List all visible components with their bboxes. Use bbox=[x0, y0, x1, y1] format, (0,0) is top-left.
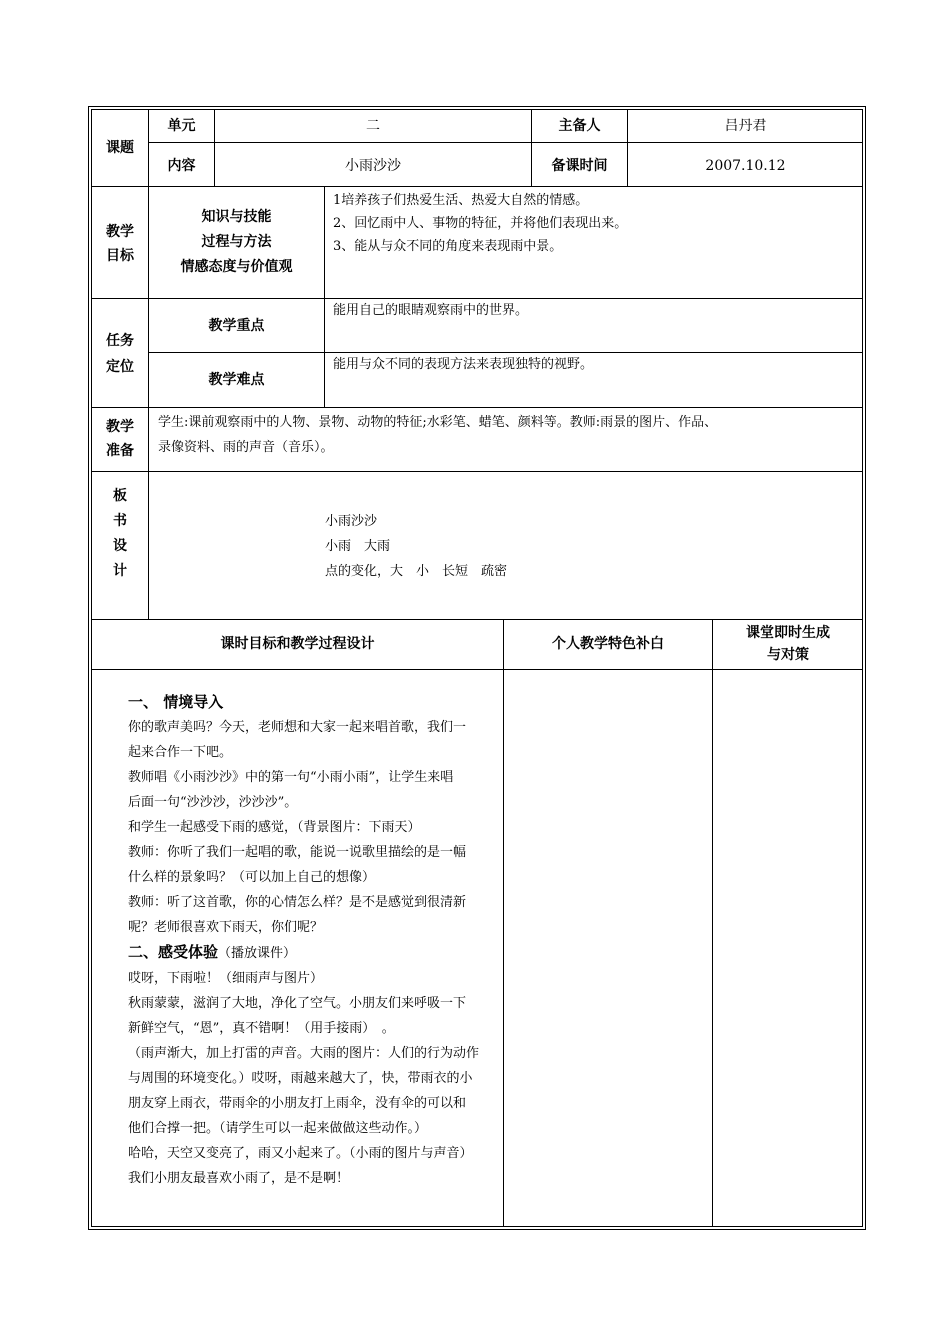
process-line: 与周围的环境变化。）哎呀，雨越来越大了，快，带雨衣的小 bbox=[128, 1071, 473, 1086]
prep-line: 录像资料、雨的声音（音乐）。 bbox=[158, 440, 334, 455]
process-line: 后面一句“沙沙沙，沙沙沙”。 bbox=[128, 795, 298, 810]
goal-item: 1培养孩子们热爱生活、热爱大自然的情感。 bbox=[333, 193, 589, 208]
header-line: 课堂即时生成 bbox=[746, 625, 830, 641]
section-title-text: 二、感受体验 bbox=[128, 943, 219, 961]
teaching-difficulty-value: 能用与众不同的表现方法来表现独特的视野。 bbox=[333, 357, 594, 372]
prep-line: 学生:课前观察雨中的人物、景物、动物的特征;水彩笔、蜡笔、颜料等。教师:雨景的图片、作品、 bbox=[158, 415, 718, 430]
prep-label bbox=[92, 415, 148, 463]
process-line: 什么样的景象吗？（可以加上自己的想像） bbox=[128, 870, 376, 885]
board-line: 点的变化，大 小 长短 疏密 bbox=[325, 564, 508, 579]
lead-teacher-label: 主备人 bbox=[558, 118, 601, 134]
prep-materials bbox=[158, 410, 717, 460]
process-line: 新鲜空气，“恩”，真不错啊！（用手接雨） 。 bbox=[128, 1021, 395, 1036]
unit-value: 二 bbox=[366, 118, 380, 134]
unit-label: 单元 bbox=[167, 118, 196, 134]
process-line: 哈哈，天空又变亮了，雨又小起来了。（小雨的图片与声音） bbox=[128, 1146, 473, 1161]
goal-category: 过程与方法 bbox=[201, 234, 272, 250]
goal-item: 3、能从与众不同的角度来表现雨中景。 bbox=[333, 239, 563, 254]
process-line: 秋雨蒙蒙，滋润了大地，净化了空气。小朋友们来呼吸一下 bbox=[128, 996, 467, 1011]
process-line: 他们合撑一把。（请学生可以一起来做做这些动作。） bbox=[128, 1121, 428, 1136]
section-title: 一、 情境导入 bbox=[128, 693, 224, 711]
content-label: 内容 bbox=[167, 158, 196, 174]
course-label: 课题 bbox=[106, 140, 134, 156]
prep-label-line: 准备 bbox=[106, 443, 134, 459]
goal-category: 知识与技能 bbox=[201, 209, 272, 225]
process-line: 和学生一起感受下雨的感觉，（背景图片：下雨天） bbox=[128, 820, 421, 835]
row-divider bbox=[92, 471, 863, 472]
teaching-focus-value: 能用自己的眼睛观察雨中的世界。 bbox=[333, 303, 529, 318]
section-note: （播放课件） bbox=[218, 946, 297, 961]
board-label-char: 设 bbox=[113, 538, 127, 554]
section-title bbox=[128, 940, 479, 966]
row-divider bbox=[92, 298, 863, 299]
prep-time-value: 2007.10.12 bbox=[705, 158, 786, 174]
goals-label bbox=[92, 220, 148, 268]
task-label-line: 任务 bbox=[106, 333, 134, 349]
process-line: 起来合作一下吧。 bbox=[128, 745, 233, 760]
header-line: 与对策 bbox=[767, 647, 809, 663]
goal-item: 2、回忆雨中人、事物的特征，并将他们表现出来。 bbox=[333, 216, 628, 231]
row-divider bbox=[148, 352, 863, 353]
process-design-header: 课时目标和教学过程设计 bbox=[220, 636, 375, 652]
process-line: 哎呀，下雨啦！（细雨声与图片） bbox=[128, 971, 324, 986]
personal-notes-header: 个人教学特色补白 bbox=[552, 636, 664, 652]
board-label-char: 计 bbox=[113, 563, 127, 579]
row-divider bbox=[92, 669, 863, 670]
column-divider bbox=[324, 186, 325, 407]
lead-teacher-value: 吕丹君 bbox=[724, 118, 767, 134]
prep-time-label: 备课时间 bbox=[551, 158, 608, 174]
board-label-char: 书 bbox=[113, 513, 127, 529]
row-divider bbox=[148, 142, 863, 143]
task-label bbox=[92, 328, 148, 380]
board-line: 小雨 大雨 bbox=[325, 539, 391, 554]
column-divider bbox=[712, 619, 713, 1226]
process-line: 你的歌声美吗？今天，老师想和大家一起来唱首歌，我们一 bbox=[128, 720, 467, 735]
process-line: （雨声渐大，加上打雷的声音。大雨的图片：人们的行为动作 bbox=[128, 1046, 480, 1061]
teaching-difficulty-label: 教学难点 bbox=[208, 372, 265, 388]
process-line: 教师唱《小雨沙沙》中的第一句“小雨小雨”，让学生来唱 bbox=[128, 770, 454, 785]
board-line: 小雨沙沙 bbox=[325, 514, 378, 529]
row-divider bbox=[92, 619, 863, 620]
process-line: 朋友穿上雨衣，带雨伞的小朋友打上雨伞，没有伞的可以和 bbox=[128, 1096, 467, 1111]
goal-categories bbox=[149, 205, 324, 280]
board-design-content bbox=[325, 509, 507, 584]
classroom-response-header bbox=[713, 622, 863, 666]
prep-label-line: 教学 bbox=[106, 419, 134, 435]
process-line: 教师：听了这首歌，你的心情怎么样？是不是感觉到很清新 bbox=[128, 895, 467, 910]
teaching-focus-label: 教学重点 bbox=[208, 318, 265, 334]
goal-category: 情感态度与价值观 bbox=[180, 259, 293, 275]
column-divider bbox=[503, 619, 504, 1226]
goals-label-line: 教学 bbox=[106, 224, 134, 240]
process-line: 呢？老师很喜欢下雨天，你们呢？ bbox=[128, 920, 324, 935]
goals-label-line: 目标 bbox=[106, 248, 134, 264]
process-line: 教师：你听了我们一起唱的歌，能说一说歌里描绘的是一幅 bbox=[128, 845, 467, 860]
goal-items bbox=[333, 189, 627, 258]
board-label-char: 板 bbox=[113, 488, 127, 504]
process-line: 我们小朋友最喜欢小雨了，是不是啊！ bbox=[128, 1171, 350, 1186]
teaching-process bbox=[128, 690, 479, 1191]
row-divider bbox=[92, 186, 863, 187]
content-value: 小雨沙沙 bbox=[345, 158, 401, 174]
board-design-label bbox=[92, 484, 148, 584]
row-divider bbox=[92, 407, 863, 408]
column-divider bbox=[148, 110, 149, 620]
task-label-line: 定位 bbox=[106, 359, 134, 375]
